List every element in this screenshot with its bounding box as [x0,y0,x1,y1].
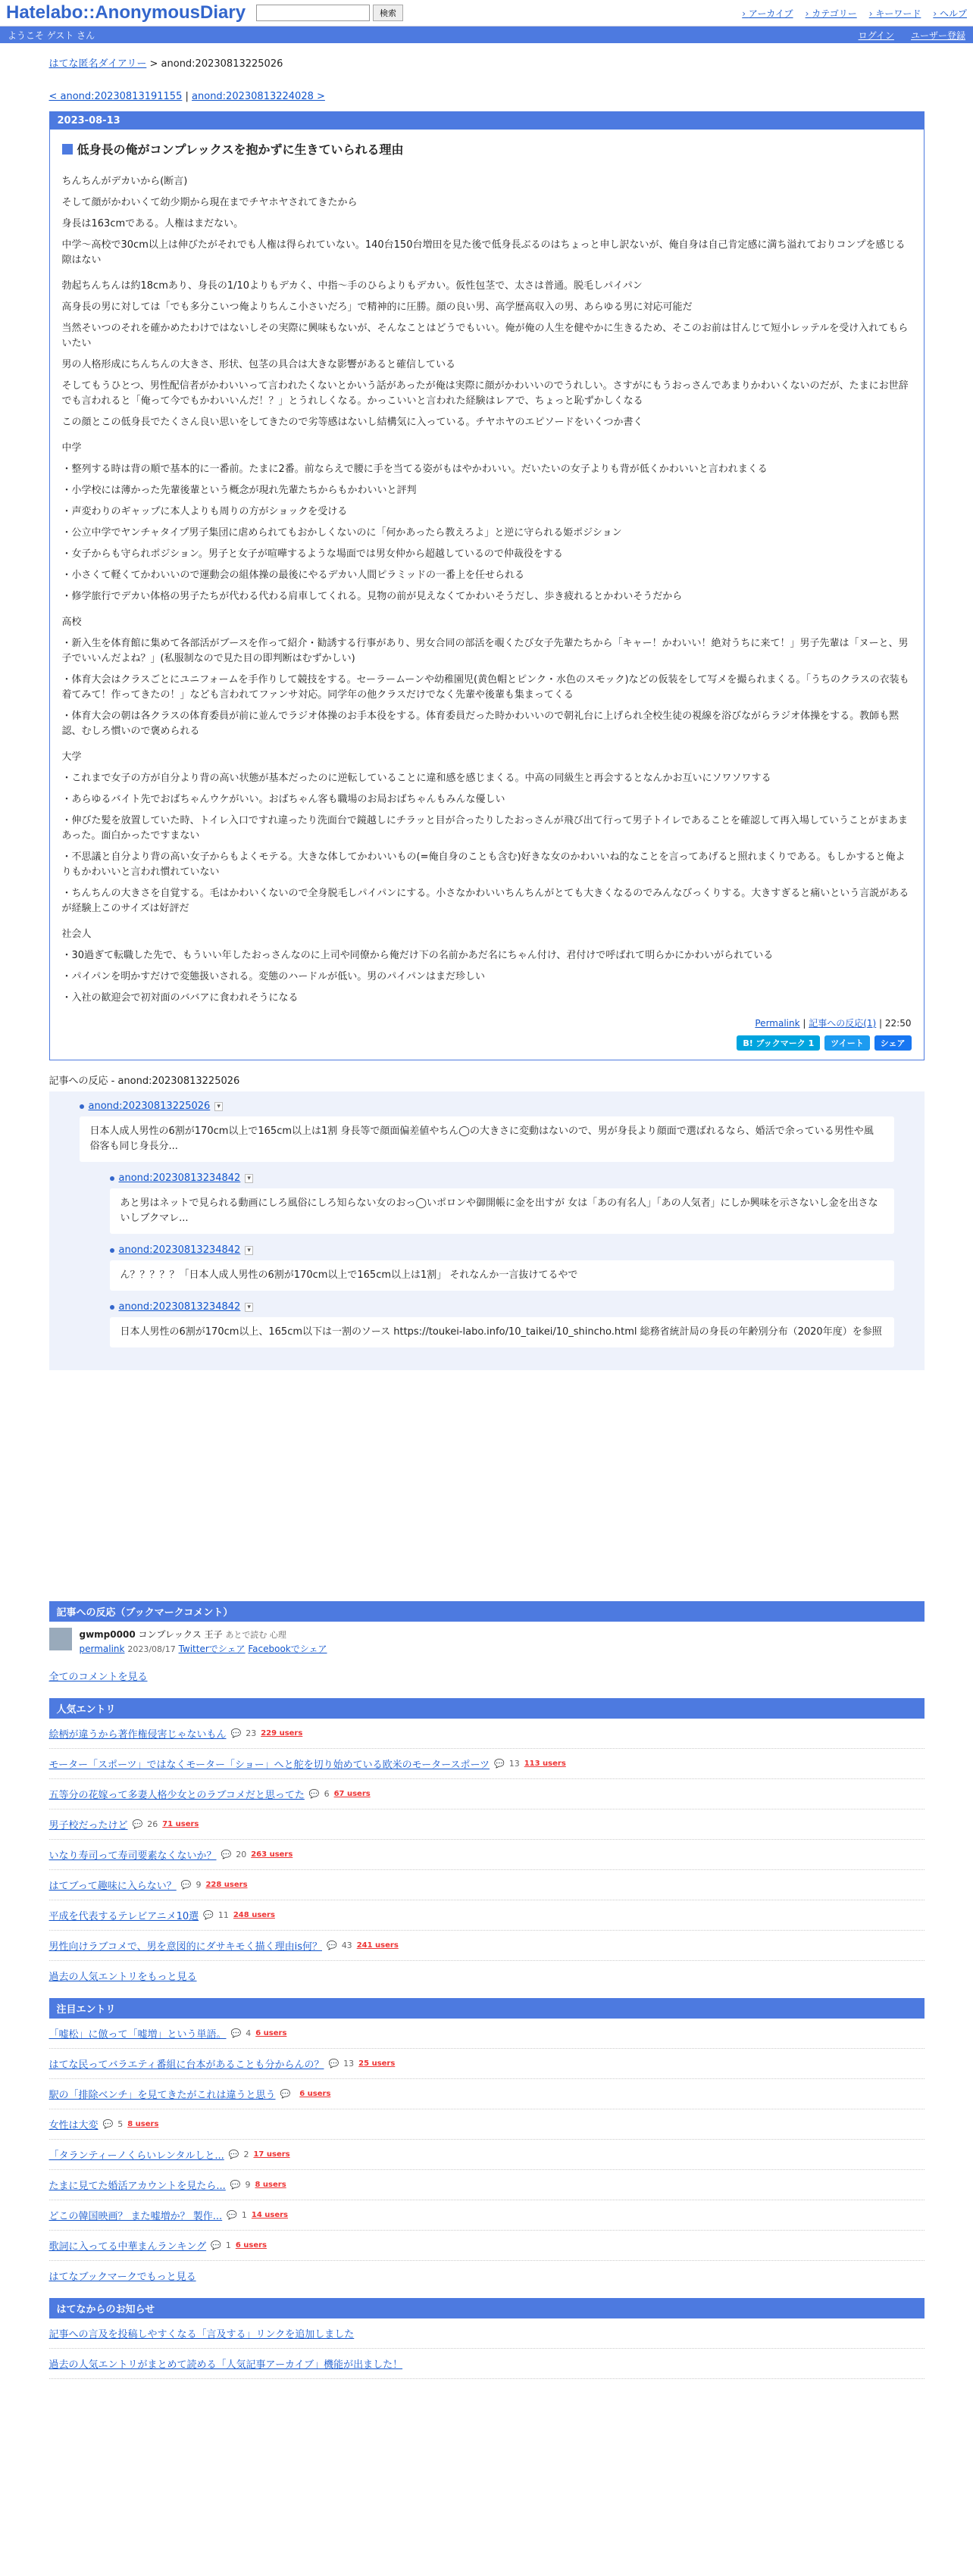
entry-title-link[interactable]: 平成を代表するテレビアニメ10選 [48,1911,199,1922]
reaction-link[interactable]: 記事への反応(1) [809,1018,877,1029]
body-line: 男の人格形成にちんちんの大きさ、形状、包茎の具合は大きな影響があると確信している [61,359,455,370]
entry-date: 2023-08-13 [50,112,924,130]
pager [49,91,925,102]
bookmark-users-badge[interactable]: 113 users [524,1759,566,1768]
share-buttons [62,1035,912,1051]
comment-icon: 💬 [203,1910,214,1920]
comment-icon: 💬 [180,1880,192,1890]
bookmark-comment-text: コンプレックス 王子 [138,1629,223,1640]
comment-count: 13 [508,1759,520,1769]
reaction-child-head [110,1301,894,1313]
bookmark-users-badge[interactable]: 6 users [299,2090,331,2098]
body-line: ・整列する時は背の順で基本的に一番前。たまに2番。前ならえで腰に手を当てる姿がもはやかわいい。だいたいの女子よりも背が低くかわいいと言われまくる [61,464,768,475]
comment-count: 20 [236,1850,247,1859]
comment-count: 5 [117,2119,124,2129]
bookmark-users-badge[interactable]: 71 users [162,1820,199,1828]
comment-count: 23 [246,1728,257,1738]
entry-title-link[interactable]: 歌詞に入ってる中華まんランキング [48,2241,207,2253]
body-line: ・体育大会の朝は各クラスの体育委員が前に並んでラジオ体操のお手本役をする。体育委員だった時かわいいので朝礼台に上げられ全校生徒の視線を浴びながらラジオ体操をする。教師も黙認、むしろ慣いので褒められる [61,710,899,737]
bookmark-users-badge[interactable]: 67 users [333,1790,371,1798]
tweet-button[interactable]: ツイート [824,1035,869,1051]
entry-row [49,1749,925,1779]
entry-row [49,1900,925,1931]
top-nav [742,7,967,20]
reaction-child-link[interactable]: anond:20230813234842 [118,1172,241,1184]
comment-count: 43 [341,1941,352,1950]
entry-title [62,140,912,158]
body-line: ・小さくて軽くてかわいいので運動会の組体操の最後にやるデカい人間ピラミッドの一番上を任せられる [61,570,524,581]
body-paragraph [62,441,912,604]
entry-row [49,2019,925,2049]
notable-list [49,2019,925,2261]
entry-title-text: 低身長の俺がコンプレックスを抱かずに生きていられる理由 [77,142,404,157]
register-link[interactable]: ユーザー登録 [910,30,965,41]
body-paragraph [62,750,912,916]
comment-icon: 💬 [228,2150,239,2159]
comment-count: 1 [225,2240,231,2250]
bookmark-facebook-share[interactable]: Facebookでシェア [248,1644,327,1654]
comment-icon: 💬 [102,2119,114,2129]
body-line: ・伸びた髪を放置していた時、トイレ入口ですれ違ったり洗面台で鏡越しにチラッと目が合ったりしたおっさんが飛び出て行って男子トイレであることを確認して再入場していうことがまあまあった。面白かったですまない [61,815,908,841]
comment-icon: 💬 [326,1941,337,1950]
entry-title-link[interactable]: 五等分の花嫁って多妻人格少女とのラブコメだと思ってた [48,1790,305,1801]
entry-title-link[interactable]: 絵柄が違うから著作権侵害じゃないもん [48,1729,227,1741]
comment-count: 26 [147,1819,158,1829]
body-line: ・修学旅行でデカい体格の男子たちが代わる代わる肩車してくれる。見物の前が見えなくてかわいそうだし、歩き疲れるとかわいそうだから [61,591,683,602]
bookmark-users-badge[interactable]: 228 users [205,1881,248,1889]
bookmark-user[interactable]: gwmp0000 [79,1629,136,1640]
prev-entry-link[interactable]: < anond:20230813191155 [48,91,183,102]
reactions-tree [49,1091,925,1370]
nav-archive[interactable]: › アーカイブ [742,7,793,20]
comment-icon: 💬 [211,2240,221,2250]
bullet-icon [80,1104,84,1109]
entry-title-link[interactable]: どこの韓国映画？ また嘘増か？ 製作... [48,2211,223,2222]
bookmark-users-badge[interactable]: 229 users [261,1729,303,1738]
bookmark-users-badge[interactable]: 6 users [235,2241,267,2250]
greeting: ようこそ ゲスト さん [8,30,95,41]
breadcrumb-current: anond:20230813225026 [161,58,283,70]
body-line: ・女子からも守られポジション。男子と女子が喧嘩するような場面では男女仲から超越しているので仲裁役をする [61,548,563,560]
hatena-bookmark-button[interactable]: B! ブックマーク 1 [737,1035,820,1051]
comment-icon: 💬 [230,1728,242,1738]
bookmark-twitter-share[interactable]: Twitterでシェア [178,1644,246,1654]
entry-row [49,2200,925,2231]
reaction-child-link[interactable]: anond:20230813234842 [118,1301,241,1313]
reaction-child-head [110,1172,894,1184]
comment-count: 1 [241,2210,247,2220]
comment-count: 13 [343,2059,355,2069]
entry-row [49,1870,925,1900]
reaction-child-link[interactable]: anond:20230813234842 [118,1244,241,1256]
reaction-child-head [110,1244,894,1256]
entry-title-link[interactable]: 男子校だったけど [48,1820,128,1831]
entry-row [49,1931,925,1961]
nav-help[interactable]: › ヘルプ [933,7,967,20]
body-line: この顔とこの低身長でたくさん良い思いをしてきたので劣等感はないし結構気に入っている。チヤホヤのエピソードをいくつか書く [61,417,643,428]
bullet-icon [110,1176,114,1181]
body-line: ・声変わりのギャップに本人よりも周りの方がショックを受ける [61,506,348,517]
comment-count: 9 [245,2180,251,2190]
dropdown-icon[interactable]: ▾ [245,1246,253,1255]
entry-row [49,2079,925,2109]
reaction-child-text: 日本人男性の6割が170cm以上、165cm以下は一割のソース https://toukei-labo.info/10_taikei/10_shincho.html 総務省統計局の身長の年齢別分布（2020年度）を参照 [110,1317,894,1347]
nav-category[interactable]: › カテゴリー [806,7,857,20]
news-link[interactable]: 記事への言及を投稿しやすくなる「言及する」リンクを追加しました [48,2329,355,2340]
bookmark-date: 2023/08/17 [127,1644,176,1654]
entry-body [62,174,912,1006]
body-line: そして顔がかわいくて幼少期から現在までチヤホヤされてきたから [61,197,358,208]
comment-icon: 💬 [221,1850,232,1859]
site-logo[interactable]: Hatelabo::AnonymousDiary [6,2,246,23]
body-line: ・新入生を体育館に集めて各部活がブースを作って紹介・勧誘する行事があり、男女合同の部活を覗くたび女子先輩たちから「キャー！かわいい！絶対うちに来て！」男子先輩は「ヌーと、男子でいいんだよね？」(私服制なので見た目の即判断はむずかしい) [61,638,909,664]
body-paragraph [62,279,912,430]
body-line: 勃起ちんちんは約18cmあり、身長の1/10よりもデカく、中指〜手のひらよりもデカい。仮性包茎で、太さは普通。脱毛しパイパン [61,280,643,292]
entry-time: 22:50 [884,1018,912,1029]
search-input[interactable] [256,5,370,21]
notable-more-link[interactable]: はてなブックマークでもっと見る [48,2272,196,2283]
entry-row [49,2231,925,2261]
comment-count: 6 [324,1789,330,1799]
news-heading: はてなからのお知らせ [49,2298,925,2318]
entry-title-link[interactable]: モーター「スポーツ」ではなくモーター「ショー」へと舵を切り始めている欧米のモータースポーツ [48,1759,490,1771]
body-line: ・これまで女子の方が自分より背の高い状態が基本だったのに逆転していることに違和感を感じまくる。中高の同級生と再会するとなんかお互いにソワソワする [61,773,771,784]
body-line: ちんちんがデカいから(断言) [61,176,188,187]
news-row [49,2318,925,2349]
bookmark-users-badge[interactable]: 14 users [251,2211,289,2219]
entry-title-link[interactable]: 「タランティーノくらいレンタルしと... [48,2150,224,2162]
bookmark-users-badge[interactable]: 248 users [233,1911,275,1919]
comment-icon: 💬 [132,1819,143,1829]
bookmark-users-badge[interactable]: 17 users [253,2150,290,2159]
bullet-icon [110,1305,114,1310]
bookmark-users-badge[interactable]: 263 users [251,1850,293,1859]
body-line: ・不思議と自分より背の高い女子からもよくモテる。大きな体してかわいいもの(=俺自身のことも含む)好きな女のかわいいね的なことを言ってあげると照れまくりである。もしかすると俺よりもかわいいと言われ慣れていない [61,851,906,878]
body-line: ・30過ぎて転職した先で、もういい年したおっさんなのに上司や同僚から俺だけ下の名前かあだ名にちゃん付け、君付けで呼ばれて明らかにかわいがられている [61,950,774,961]
top-bar [0,0,973,27]
body-paragraph [62,174,912,268]
avatar[interactable] [49,1628,72,1650]
body-paragraph [62,615,912,739]
breadcrumb [49,55,925,70]
bookmark-users-badge[interactable]: 8 users [127,2120,159,2128]
comment-count: 2 [243,2150,249,2159]
comment-icon: 💬 [230,2028,242,2038]
breadcrumb-sep: > [149,58,158,70]
dropdown-icon[interactable]: ▾ [214,1102,223,1111]
comment-icon: 💬 [227,2210,237,2220]
entry-row [49,1779,925,1809]
comment-count: 4 [246,2028,252,2038]
entry-row [49,2170,925,2200]
bookmark-users-badge[interactable]: 8 users [255,2181,286,2189]
diary-entry [49,111,925,1060]
notable-heading: 注目エントリ [49,1998,925,2019]
body-line: そしてもうひとつ、男性配信者がかわいいって言われたくないとかいう話があったが俺は実際に顔がかわいいのでうれしい。さすがにもうおっさんであまりかわいくないのだが、たまにお世辞でも言われると「俺って今でもかわいいんだ！？」とうれしくなる。かっこいいと言われた経験はレアで、ちょっと恥ずかしくなる [61,380,909,407]
search-button[interactable]: 検索 [373,5,403,21]
entry-footer: Permalink | 記事への反応(1) | 22:50 [755,1018,912,1029]
news-row [49,2349,925,2379]
comment-icon: 💬 [230,2180,241,2190]
facebook-share-button[interactable]: シェア [874,1035,912,1051]
title-square-icon [62,144,73,155]
comment-count: 9 [196,1880,202,1890]
body-line: ・公立中学でヤンチャタイプ男子集団に虐められてもおかしくないのに「何かあったら教えろよ」と逆に守られる姫ポジション [61,527,622,539]
body-line: 中学〜高校で30cm以上は伸びたがそれでも人権は得られていない。140台150台増田を見た後で低身長ぶるのはちょっと申し訳ないが、俺自身は自己肯定感に満ち溢れておりコンプを感じる隙はない [61,239,906,266]
bookmark-users-badge[interactable]: 241 users [356,1941,399,1950]
entry-row [49,1719,925,1749]
news-link[interactable]: 過去の人気エントリがまとめて読める「人気記事アーカイブ」機能が出ました！ [48,2359,403,2371]
popular-heading: 人気エントリ [49,1698,925,1719]
reaction-root-head [80,1101,894,1112]
body-line: ・入社の歓迎会で初対面のババアに食われそうになる [61,992,299,1004]
entry-title-link[interactable]: はてな民ってバラエティ番組に台本があることも分からんの？ [48,2059,324,2071]
next-entry-link[interactable]: anond:20230813224028 > [192,91,325,102]
entry-row [49,1840,925,1870]
body-paragraph [62,927,912,1006]
reaction-child-text: あと男はネットで見られる動画にしろ風俗にしろ知らない女のおっ◯いポロンや御開帳に金を出すが 女は「あの有名人」「あの人気者」にしか興味を示さないし金を出さないしブクマレ... [110,1188,894,1234]
bookmark-comment [49,1622,925,1661]
body-line: 身長は163cmである。人権はまだない。 [61,218,244,229]
bookmark-comments-heading: 記事への反応（ブックマークコメント） [49,1601,925,1622]
user-bar [0,27,973,43]
body-line: ・体育大会はクラスごとにユニフォームを手作りして競技をする。セーラームーンや幼稚園児(黄色帽とピンク・水色のスモック)などの仮装をして写メを撮られまくる。「うちのクラスの衣装も着てみて！作ってきたの！」なども言われてファンサ対応。同学年の他クラスだけでなく先輩や後輩も集まってくる [61,674,909,701]
body-line: ・パイパンを明かすだけで変態扱いされる。変態のハードルが低い。男のパイパンはまだ珍しい [61,971,485,982]
comment-icon: 💬 [280,2089,291,2099]
breadcrumb-site[interactable]: はてな匿名ダイアリー [48,58,147,70]
nav-keyword[interactable]: › キーワード [869,7,921,20]
news-list [49,2318,925,2379]
entry-title-link[interactable]: 男性向けラブコメで、男を意図的にダサキモく描く理由is何？ [48,1941,322,1953]
dropdown-icon[interactable]: ▾ [245,1174,253,1183]
entry-title-link[interactable]: 女性は大変 [48,2120,99,2131]
entry-row [49,2140,925,2170]
body-line: 当然そいつのそれを確かめたわけではないしその実際に興味もないが、そんなことはどうでもいい。俺が俺の人生を健やかに生きるため、そこのお前は甘んじて短小レッテルを受け入れてもらいたい [61,323,909,349]
reaction-root-text: 日本人成人男性の6割が170cm以上で165cm以上は1割 身長等で顔面偏差値やちん◯の大きさに変動はないので、男が身長より顔面で選ばれるなら、婚活で余っている男性や風俗客も同じ身長分... [80,1116,894,1162]
pager-sep: | [185,91,189,102]
entry-row [49,2049,925,2079]
body-line: 中学 [61,442,82,454]
entry-title-link[interactable]: いなり寿司って寿司要素なくないか？ [48,1850,217,1862]
body-line: 高身長の男に対しては「でも多分こいつ俺よりちんこ小さいだろ」で精神的に圧勝。顔の良い男、高学歴高収入の男、あらゆる男に対応可能だ [61,301,693,313]
comment-icon: 💬 [328,2059,339,2069]
popular-list [49,1719,925,1961]
bookmark-permalink[interactable]: permalink [79,1644,125,1654]
bookmark-tags: あとで読む 心理 [225,1630,286,1640]
entry-row [49,2109,925,2140]
body-line: 高校 [61,617,82,628]
dropdown-icon[interactable]: ▾ [245,1303,253,1312]
bullet-icon [110,1248,114,1253]
comment-count: 11 [217,1910,229,1920]
body-line: ・小学校には薄かった先輩後輩という概念が現れ先輩たちからもかわいいと評判 [61,485,417,496]
entry-title-link[interactable]: はてブって趣味に入らない？ [48,1881,177,1892]
entry-title-link[interactable]: 駅の「排除ベンチ」を見てきたがこれは違うと思う [48,2090,276,2101]
reactions-heading: 記事への反応 - anond:20230813225026 [48,1076,240,1087]
permalink[interactable]: Permalink [755,1018,800,1029]
bookmark-users-badge[interactable]: 6 users [255,2029,287,2037]
body-line: ・あらゆるバイト先でおばちゃんウケがいい。おばちゃん客も職場のお局おばちゃんもみんな優しい [61,794,505,805]
comment-icon: 💬 [494,1759,505,1769]
entry-row [49,1809,925,1840]
body-line: 大学 [61,751,82,763]
entry-title-link[interactable]: 「嘘松」に倣って「嘘増」という単語。 [48,2029,227,2041]
body-line: 社会人 [61,929,92,940]
reaction-children [110,1172,894,1347]
comment-icon: 💬 [308,1789,320,1799]
all-comments-link[interactable]: 全てのコメントを見る [48,1672,148,1683]
popular-more-link[interactable]: 過去の人気エントリをもっと見る [48,1972,197,1983]
entry-title-link[interactable]: たまに見てた婚活アカウントを見たら... [48,2181,226,2192]
reaction-child-text: ん？？？？？「日本人成人男性の6割が170cm以上で165cm以上は1割」 それなんか一言抜けてるやで [110,1260,894,1291]
bookmark-users-badge[interactable]: 25 users [358,2059,396,2068]
reaction-root-link[interactable]: anond:20230813225026 [88,1101,211,1112]
body-line: ・ちんちんの大きさを自覚する。毛はかわいくないので全身脱毛しパイパンにする。小さなかわいいちんちんがとても大きくなるのでみんなびっくりする。大きすぎると痛いという言説があるが経験上このサイズは好評だ [61,888,909,914]
login-link[interactable]: ログイン [858,30,894,41]
